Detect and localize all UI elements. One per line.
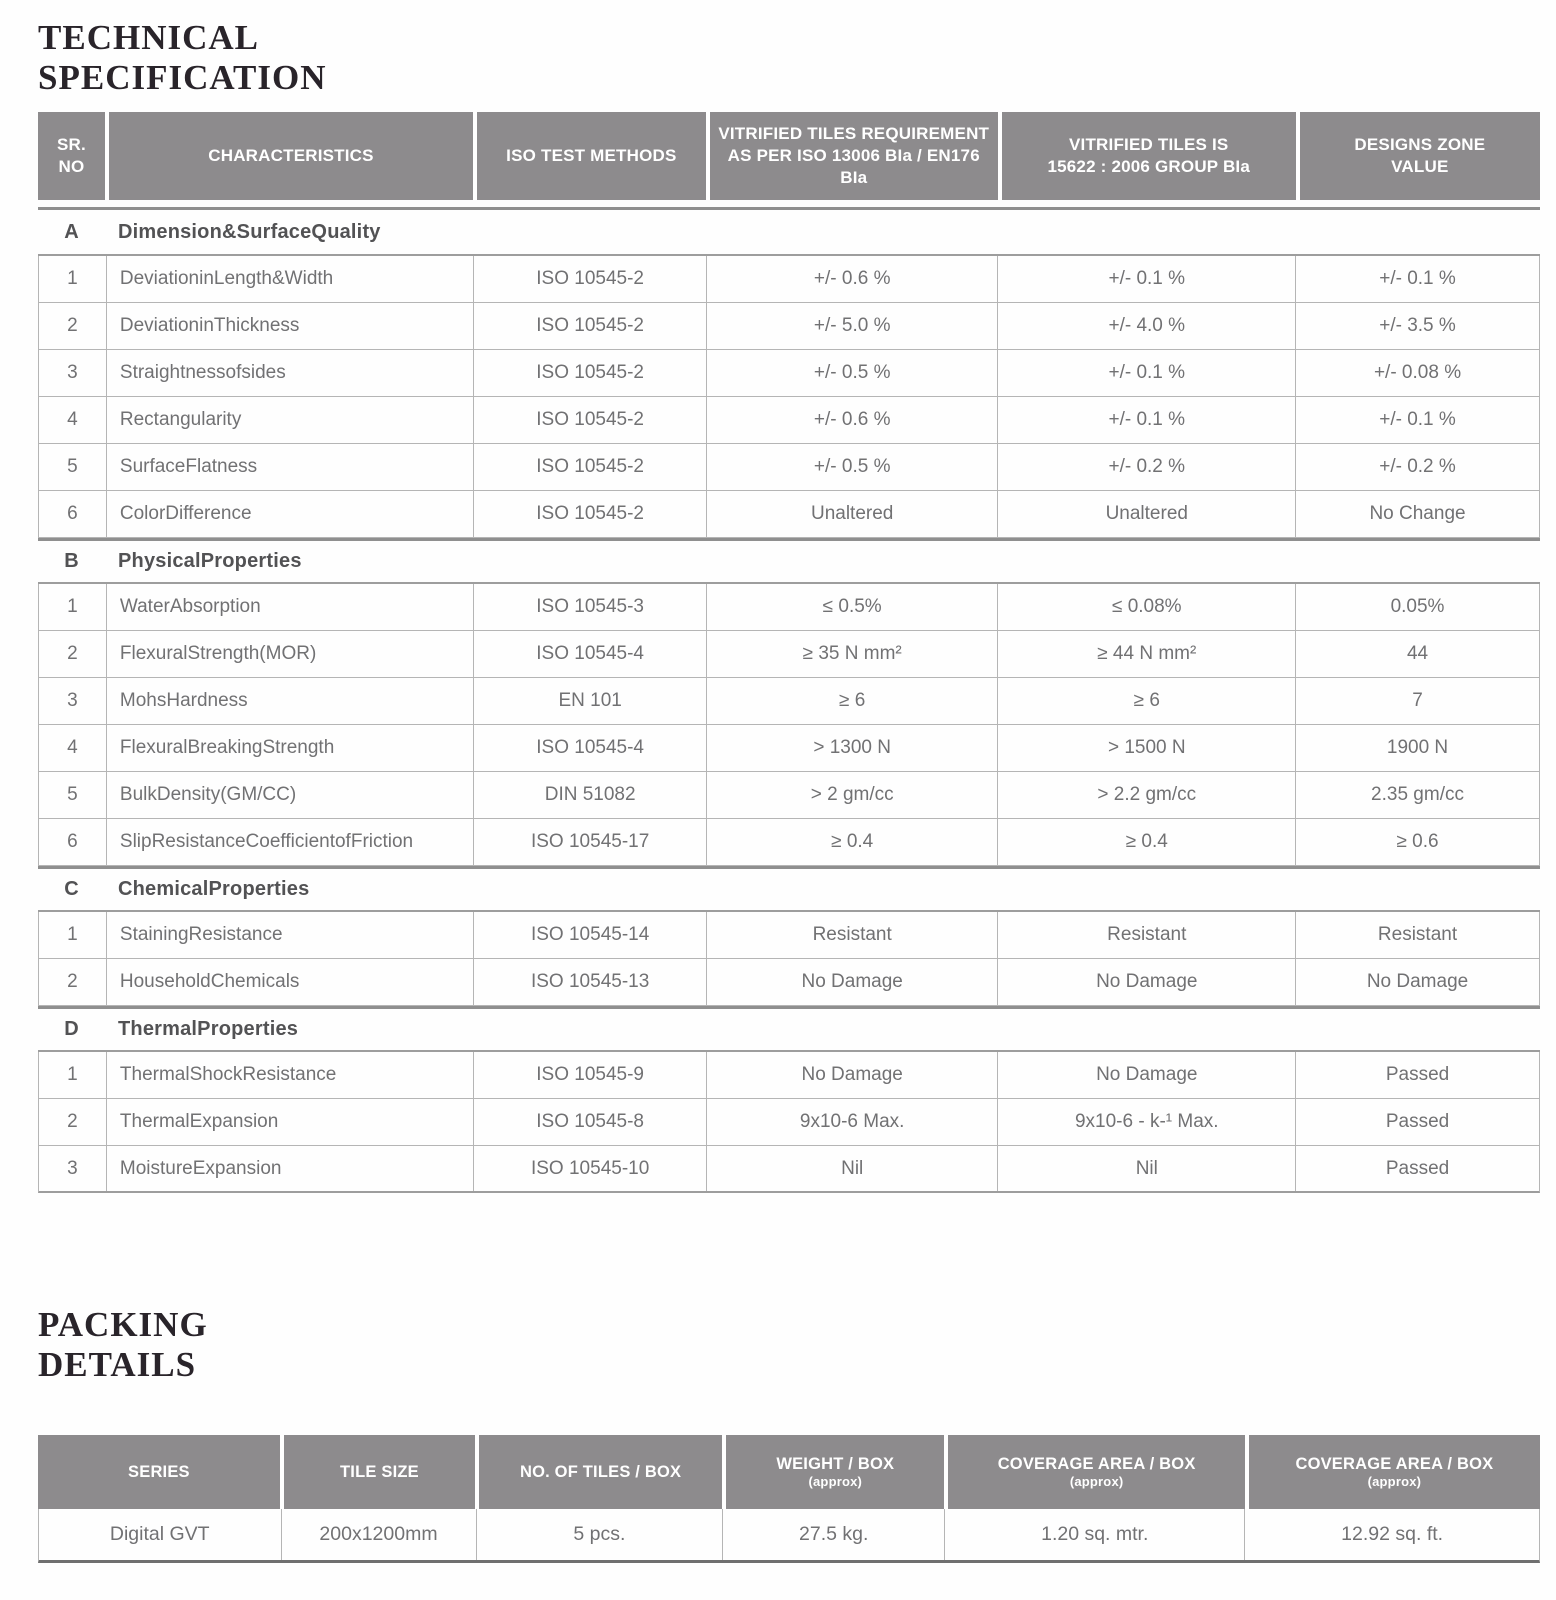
sr-no-cell: 4 xyxy=(67,737,78,758)
column-header-line2: VALUE xyxy=(1391,157,1449,176)
designs-zone-value-cell: +/- 0.2 % xyxy=(1295,444,1539,490)
column-header-line2: NO xyxy=(58,157,85,176)
is-group-cell: +/- 0.2 % xyxy=(997,444,1295,490)
table-row xyxy=(38,631,1540,678)
section-header-row-D xyxy=(38,1006,1540,1052)
iso-test-method-cell: EN 101 xyxy=(473,678,706,724)
requirement-cell: No Damage xyxy=(706,959,998,1005)
is-group-cell: No Damage xyxy=(997,1052,1295,1098)
iso-test-method-cell: ISO 10545-4 xyxy=(473,725,706,771)
requirement-cell: ≥ 6 xyxy=(706,678,998,724)
column-header-line1: VITRIFIED TILES REQUIREMENT xyxy=(718,124,990,143)
column-header-line2: 15622 : 2006 GROUP BIa xyxy=(1047,157,1251,176)
characteristic-cell: SurfaceFlatness xyxy=(106,444,474,490)
packing-details-table xyxy=(38,1435,1540,1563)
is-group-cell: ≥ 6 xyxy=(997,678,1295,724)
is-group-cell: > 2.2 gm/cc xyxy=(997,772,1295,818)
sr-no-cell: 6 xyxy=(67,831,78,852)
is-group-cell: ≥ 44 N mm² xyxy=(997,631,1295,677)
section-name: PhysicalProperties xyxy=(117,550,302,572)
table-row xyxy=(38,584,1540,631)
column-header-line2: (approx) xyxy=(808,1474,863,1489)
characteristic-cell: WaterAbsorption xyxy=(106,584,474,630)
sr-no-cell: 5 xyxy=(67,456,78,477)
section-name: Dimension&SurfaceQuality xyxy=(117,220,381,243)
section-header-row-C xyxy=(38,866,1540,912)
iso-test-method-cell: ISO 10545-13 xyxy=(473,959,706,1005)
coverage-area-mtr-cell: 1.20 sq. mtr. xyxy=(944,1509,1244,1560)
designs-zone-value-cell: 44 xyxy=(1295,631,1539,677)
column-header-line1: COVERAGE AREA / BOX xyxy=(997,1455,1196,1473)
iso-test-method-cell: ISO 10545-14 xyxy=(473,912,706,958)
iso-test-method-cell: ISO 10545-2 xyxy=(473,444,706,490)
section-name: ChemicalProperties xyxy=(117,878,310,900)
tile-size-cell: 200x1200mm xyxy=(281,1509,476,1560)
column-header-line1: COVERAGE AREA / BOX xyxy=(1295,1455,1494,1473)
is-group-cell: +/- 0.1 % xyxy=(997,350,1295,396)
is-group-cell: +/- 0.1 % xyxy=(997,397,1295,443)
designs-zone-value-cell: +/- 0.08 % xyxy=(1295,350,1539,396)
sr-no-cell: 3 xyxy=(67,690,78,711)
weight-per-box-cell: 27.5 kg. xyxy=(722,1509,944,1560)
sr-no-cell: 4 xyxy=(67,409,78,430)
sr-no-cell: 2 xyxy=(67,971,78,992)
requirement-cell: +/- 0.5 % xyxy=(706,350,998,396)
table-row xyxy=(38,1052,1540,1099)
table-row xyxy=(38,256,1540,303)
sr-no-cell: 1 xyxy=(67,924,78,945)
sr-no-cell: 1 xyxy=(67,268,78,289)
requirement-cell: 9x10-6 Max. xyxy=(706,1099,998,1145)
table-row xyxy=(38,912,1540,959)
is-group-cell: ≤ 0.08% xyxy=(997,584,1295,630)
title-line: SPECIFICATION xyxy=(38,58,327,97)
designs-zone-value-cell: No Change xyxy=(1295,491,1539,537)
characteristic-cell: DeviationinThickness xyxy=(106,303,474,349)
column-header-line2: AS PER ISO 13006 BIa / EN176 BIa xyxy=(727,146,980,187)
sr-no-cell: 2 xyxy=(67,643,78,664)
column-header-line1: DESIGNS ZONE xyxy=(1354,135,1486,154)
technical-specification-table xyxy=(38,112,1540,1193)
table-row xyxy=(38,725,1540,772)
iso-test-method-cell: ISO 10545-3 xyxy=(473,584,706,630)
spec-table-body xyxy=(38,207,1540,1193)
tiles-per-box-cell: 5 pcs. xyxy=(476,1509,723,1560)
iso-test-method-cell: ISO 10545-2 xyxy=(473,491,706,537)
requirement-cell: > 1300 N xyxy=(706,725,998,771)
column-header-line1: ISO TEST METHODS xyxy=(506,146,677,165)
table-row xyxy=(38,1099,1540,1146)
designs-zone-value-cell: +/- 0.1 % xyxy=(1295,256,1539,302)
characteristic-cell: DeviationinLength&Width xyxy=(106,256,474,302)
section-letter: D xyxy=(64,1018,79,1040)
requirement-cell: +/- 5.0 % xyxy=(706,303,998,349)
is-group-cell: > 1500 N xyxy=(997,725,1295,771)
iso-test-method-cell: ISO 10545-10 xyxy=(473,1146,706,1191)
designs-zone-value-cell: No Damage xyxy=(1295,959,1539,1005)
designs-zone-value-cell: +/- 0.1 % xyxy=(1295,397,1539,443)
series-cell: Digital GVT xyxy=(109,1523,210,1545)
sr-no-cell: 1 xyxy=(67,1064,78,1085)
title-line: DETAILS xyxy=(38,1345,197,1384)
requirement-cell: Resistant xyxy=(706,912,998,958)
iso-test-method-cell: ISO 10545-2 xyxy=(473,256,706,302)
characteristic-cell: SlipResistanceCoefficientofFriction xyxy=(106,819,474,865)
is-group-cell: No Damage xyxy=(997,959,1295,1005)
table-row xyxy=(38,772,1540,819)
column-header-cell xyxy=(1245,1435,1540,1509)
designs-zone-value-cell: 1900 N xyxy=(1295,725,1539,771)
sr-no-cell: 1 xyxy=(67,596,78,617)
requirement-cell: ≥ 0.4 xyxy=(706,819,998,865)
column-header-line1: TILE SIZE xyxy=(340,1463,419,1481)
iso-test-method-cell: ISO 10545-4 xyxy=(473,631,706,677)
designs-zone-value-cell: Passed xyxy=(1295,1099,1539,1145)
table-row xyxy=(38,350,1540,397)
designs-zone-value-cell: Passed xyxy=(1295,1146,1539,1191)
sr-no-cell: 3 xyxy=(67,1157,78,1179)
column-header-cell xyxy=(38,112,105,200)
is-group-cell: ≥ 0.4 xyxy=(997,819,1295,865)
column-header-cell xyxy=(105,112,473,200)
requirement-cell: Nil xyxy=(706,1146,998,1191)
is-group-cell: Resistant xyxy=(997,912,1295,958)
sr-no-cell: 2 xyxy=(67,315,78,336)
is-group-cell: +/- 4.0 % xyxy=(997,303,1295,349)
is-group-cell: 9x10-6 - k-¹ Max. xyxy=(997,1099,1295,1145)
requirement-cell: ≥ 35 N mm² xyxy=(706,631,998,677)
characteristic-cell: MoistureExpansion xyxy=(106,1146,474,1191)
is-group-cell: Unaltered xyxy=(997,491,1295,537)
spec-table-header-row xyxy=(38,112,1540,200)
table-row xyxy=(38,491,1540,538)
sr-no-cell: 5 xyxy=(67,784,78,805)
table-row xyxy=(38,1509,1540,1563)
column-header-cell xyxy=(706,112,998,200)
column-header-cell xyxy=(722,1435,944,1509)
characteristic-cell: Rectangularity xyxy=(106,397,474,443)
column-header-cell xyxy=(998,112,1296,200)
requirement-cell: > 2 gm/cc xyxy=(706,772,998,818)
designs-zone-value-cell: 2.35 gm/cc xyxy=(1295,772,1539,818)
table-row xyxy=(38,1146,1540,1193)
table-row xyxy=(38,444,1540,491)
column-header-line1: SR. xyxy=(57,135,86,154)
iso-test-method-cell: ISO 10545-17 xyxy=(473,819,706,865)
section-letter: A xyxy=(64,220,79,243)
column-header-cell xyxy=(38,1435,280,1509)
characteristic-cell: ThermalShockResistance xyxy=(106,1052,474,1098)
section-letter: C xyxy=(64,878,79,900)
packing-details-title xyxy=(38,1305,208,1385)
designs-zone-value-cell: +/- 3.5 % xyxy=(1295,303,1539,349)
column-header-cell xyxy=(944,1435,1244,1509)
requirement-cell: +/- 0.6 % xyxy=(706,397,998,443)
requirement-cell: +/- 0.6 % xyxy=(706,256,998,302)
characteristic-cell: Straightnessofsides xyxy=(106,350,474,396)
table-row xyxy=(38,959,1540,1006)
requirement-cell: ≤ 0.5% xyxy=(706,584,998,630)
table-row xyxy=(38,397,1540,444)
table-row xyxy=(38,303,1540,350)
requirement-cell: Unaltered xyxy=(706,491,998,537)
iso-test-method-cell: ISO 10545-8 xyxy=(473,1099,706,1145)
column-header-line1: CHARACTERISTICS xyxy=(208,146,374,165)
characteristic-cell: HouseholdChemicals xyxy=(106,959,474,1005)
sr-no-cell: 2 xyxy=(67,1111,78,1132)
requirement-cell: +/- 0.5 % xyxy=(706,444,998,490)
column-header-cell xyxy=(280,1435,475,1509)
iso-test-method-cell: DIN 51082 xyxy=(473,772,706,818)
column-header-line1: VITRIFIED TILES IS xyxy=(1069,135,1229,154)
section-header-row-B xyxy=(38,538,1540,584)
characteristic-cell: FlexuralStrength(MOR) xyxy=(106,631,474,677)
column-header-line1: WEIGHT / BOX xyxy=(776,1455,895,1473)
designs-zone-value-cell: 7 xyxy=(1295,678,1539,724)
column-header-cell xyxy=(473,112,706,200)
iso-test-method-cell: ISO 10545-2 xyxy=(473,350,706,396)
pack-table-header-row xyxy=(38,1435,1540,1509)
iso-test-method-cell: ISO 10545-2 xyxy=(473,303,706,349)
iso-test-method-cell: ISO 10545-2 xyxy=(473,397,706,443)
column-header-line2: (approx) xyxy=(1367,1474,1422,1489)
designs-zone-value-cell: Resistant xyxy=(1295,912,1539,958)
iso-test-method-cell: ISO 10545-9 xyxy=(473,1052,706,1098)
sr-no-cell: 3 xyxy=(67,362,78,383)
requirement-cell: No Damage xyxy=(706,1052,998,1098)
title-line: TECHNICAL xyxy=(38,18,259,57)
is-group-cell: +/- 0.1 % xyxy=(997,256,1295,302)
characteristic-cell: MohsHardness xyxy=(106,678,474,724)
sr-no-cell: 6 xyxy=(67,503,78,524)
pack-table-body xyxy=(38,1509,1540,1563)
section-name: ThermalProperties xyxy=(117,1018,299,1040)
characteristic-cell: StainingResistance xyxy=(106,912,474,958)
characteristic-cell: ThermalExpansion xyxy=(106,1099,474,1145)
table-row xyxy=(38,819,1540,866)
title-line: PACKING xyxy=(38,1305,208,1344)
characteristic-cell: FlexuralBreakingStrength xyxy=(106,725,474,771)
column-header-cell xyxy=(475,1435,722,1509)
coverage-area-ft-cell: 12.92 sq. ft. xyxy=(1244,1509,1539,1560)
table-row xyxy=(38,678,1540,725)
technical-specification-title xyxy=(38,18,327,98)
characteristic-cell: BulkDensity(GM/CC) xyxy=(106,772,474,818)
designs-zone-value-cell: ≥ 0.6 xyxy=(1295,819,1539,865)
designs-zone-value-cell: 0.05% xyxy=(1295,584,1539,630)
column-header-line2: (approx) xyxy=(1069,1474,1124,1489)
column-header-cell xyxy=(1296,112,1540,200)
is-group-cell: Nil xyxy=(997,1146,1295,1191)
column-header-line1: SERIES xyxy=(128,1463,190,1481)
section-header-row-A xyxy=(38,210,1540,256)
column-header-line1: NO. OF TILES / BOX xyxy=(519,1463,682,1481)
designs-zone-value-cell: Passed xyxy=(1295,1052,1539,1098)
section-letter: B xyxy=(64,550,79,572)
characteristic-cell: ColorDifference xyxy=(106,491,474,537)
